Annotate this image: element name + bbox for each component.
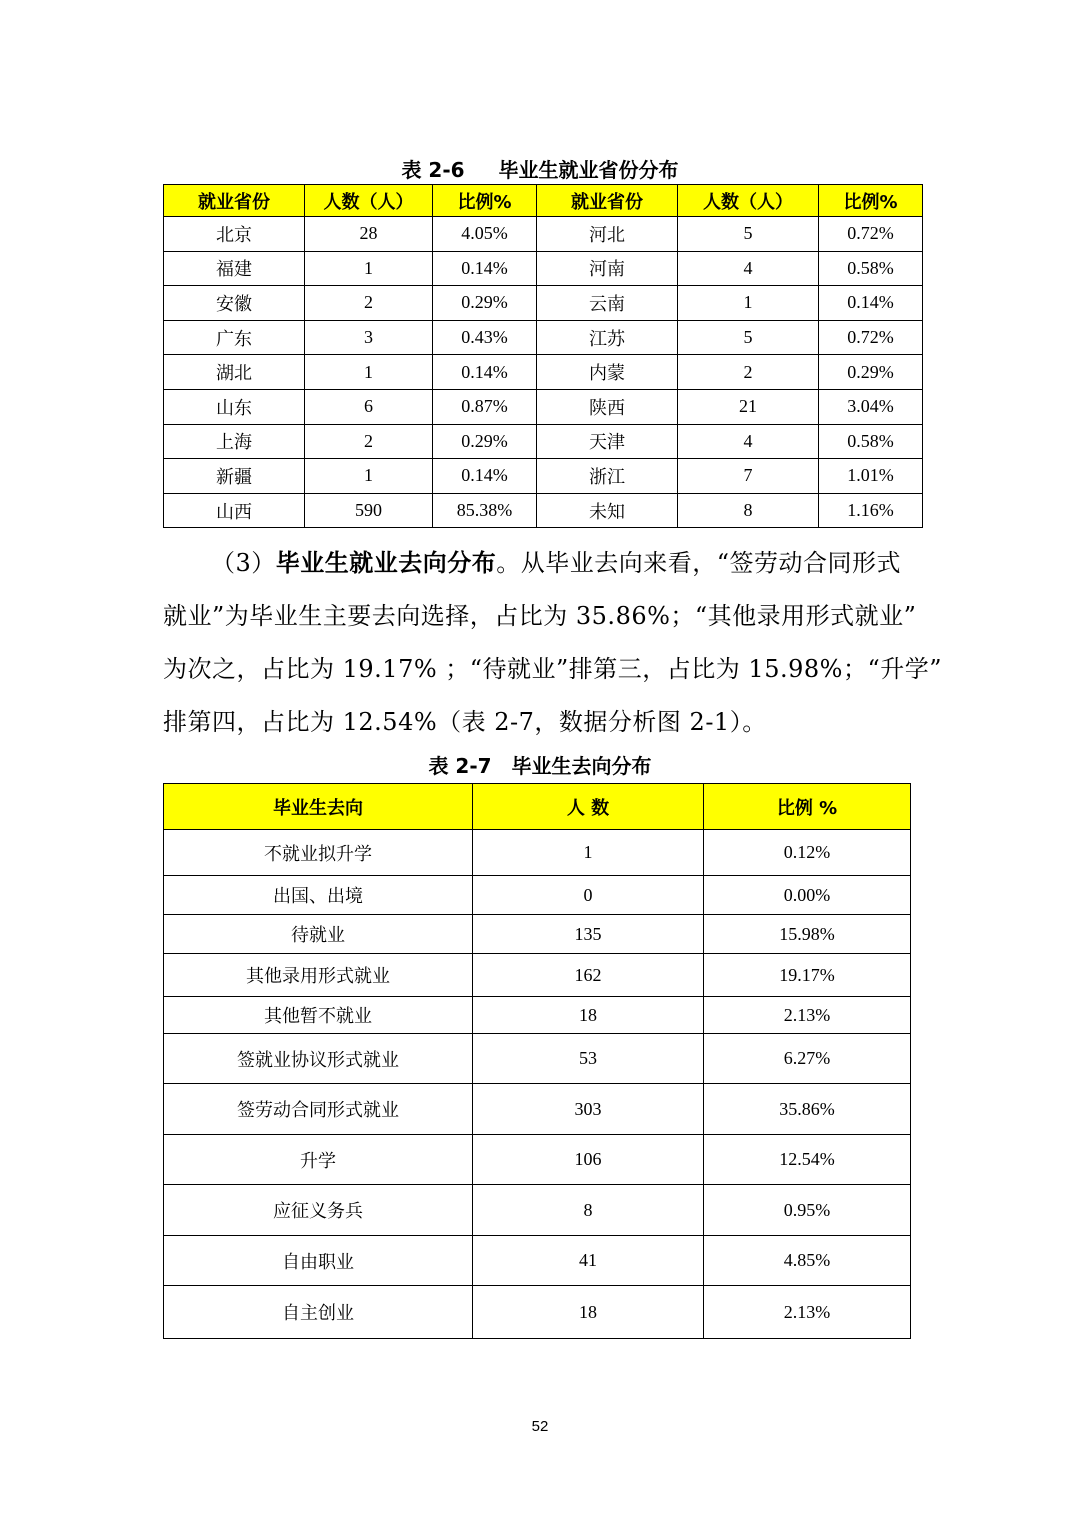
- ratio-cell: 0.72%: [819, 217, 923, 252]
- count-cell: 8: [473, 1185, 704, 1236]
- ratio-cell: 0.14%: [819, 286, 923, 321]
- destination-cell: 自主创业: [164, 1286, 473, 1339]
- count-cell: 1: [305, 355, 433, 390]
- count-cell: 1: [473, 830, 704, 876]
- section-number: （3）: [211, 549, 276, 577]
- province-cell: 浙江: [537, 459, 678, 494]
- ratio-cell: 3.04%: [819, 389, 923, 424]
- table-row: [164, 830, 911, 876]
- table-row: [164, 286, 923, 321]
- header-count: 人数（人）: [305, 185, 433, 217]
- province-cell: 北京: [164, 217, 305, 252]
- ratio-cell: 0.58%: [819, 251, 923, 286]
- section-heading: 毕业生就业去向分布: [275, 548, 497, 577]
- table-row: [164, 876, 911, 915]
- province-cell: 陕西: [537, 389, 678, 424]
- count-cell: 5: [678, 320, 819, 355]
- ratio-cell: 0.72%: [819, 320, 923, 355]
- ratio-cell: 0.00%: [704, 876, 911, 915]
- ratio-cell: 0.29%: [433, 424, 537, 459]
- count-cell: 8: [678, 493, 819, 528]
- table-caption-2-6: [0, 157, 1080, 183]
- count-cell: 590: [305, 493, 433, 528]
- table-row: [164, 424, 923, 459]
- table-row: [164, 251, 923, 286]
- table-row: [164, 1185, 911, 1236]
- body-paragraph: [163, 536, 942, 749]
- caption-title: 毕业生去向分布: [511, 754, 652, 778]
- province-cell: 河北: [537, 217, 678, 252]
- paragraph-line: 为次之，占比为 19.17% ；“待就业”排第三，占比为 15.98%；“升学”: [163, 655, 942, 683]
- province-cell: 湖北: [164, 355, 305, 390]
- ratio-cell: 0.87%: [433, 389, 537, 424]
- table-caption-2-7: [0, 753, 1080, 779]
- table-row: [164, 1034, 911, 1084]
- count-cell: 1: [678, 286, 819, 321]
- header-ratio: 比例 %: [704, 784, 911, 830]
- destination-cell: 不就业拟升学: [164, 830, 473, 876]
- table-row: [164, 1236, 911, 1286]
- ratio-cell: 15.98%: [704, 915, 911, 954]
- header-count: 人 数: [473, 784, 704, 830]
- ratio-cell: 6.27%: [704, 1034, 911, 1084]
- destination-cell: 升学: [164, 1135, 473, 1185]
- header-province: 就业省份: [164, 185, 305, 217]
- destination-cell: 签就业协议形式就业: [164, 1034, 473, 1084]
- ratio-cell: 4.05%: [433, 217, 537, 252]
- table-row: [164, 997, 911, 1034]
- header-ratio: 比例%: [819, 185, 923, 217]
- paragraph-line: [163, 536, 923, 590]
- count-cell: 106: [473, 1135, 704, 1185]
- header-destination: 毕业生去向: [164, 784, 473, 830]
- destination-cell: 应征义务兵: [164, 1185, 473, 1236]
- count-cell: 21: [678, 389, 819, 424]
- count-cell: 6: [305, 389, 433, 424]
- table-row: [164, 355, 923, 390]
- province-cell: 广东: [164, 320, 305, 355]
- province-cell: 云南: [537, 286, 678, 321]
- count-cell: 162: [473, 954, 704, 997]
- province-cell: 山西: [164, 493, 305, 528]
- paragraph-text: 。从毕业去向来看，“签劳动合同形式: [496, 549, 902, 577]
- count-cell: 1: [305, 459, 433, 494]
- count-cell: 41: [473, 1236, 704, 1286]
- count-cell: 0: [473, 876, 704, 915]
- caption-title: 毕业生就业省份分布: [498, 158, 679, 182]
- header-count: 人数（人）: [678, 185, 819, 217]
- ratio-cell: 1.01%: [819, 459, 923, 494]
- ratio-cell: 35.86%: [704, 1084, 911, 1135]
- table-row: [164, 915, 911, 954]
- table-row: [164, 459, 923, 494]
- count-cell: 1: [305, 251, 433, 286]
- province-cell: 福建: [164, 251, 305, 286]
- count-cell: 18: [473, 1286, 704, 1339]
- destination-distribution-table: [163, 783, 911, 1339]
- destination-cell: 签劳动合同形式就业: [164, 1084, 473, 1135]
- table-header-row: [164, 185, 923, 217]
- table-row: [164, 1084, 911, 1135]
- ratio-cell: 12.54%: [704, 1135, 911, 1185]
- count-cell: 4: [678, 251, 819, 286]
- count-cell: 18: [473, 997, 704, 1034]
- province-cell: 新疆: [164, 459, 305, 494]
- table-row: [164, 1135, 911, 1185]
- province-cell: 未知: [537, 493, 678, 528]
- ratio-cell: 0.95%: [704, 1185, 911, 1236]
- count-cell: 2: [678, 355, 819, 390]
- ratio-cell: 4.85%: [704, 1236, 911, 1286]
- ratio-cell: 0.29%: [819, 355, 923, 390]
- ratio-cell: 2.13%: [704, 1286, 911, 1339]
- ratio-cell: 0.14%: [433, 459, 537, 494]
- count-cell: 4: [678, 424, 819, 459]
- ratio-cell: 0.43%: [433, 320, 537, 355]
- paragraph-line: 排第四，占比为 12.54%（表 2-7，数据分析图 2-1）。: [163, 708, 767, 736]
- province-cell: 内蒙: [537, 355, 678, 390]
- destination-cell: 自由职业: [164, 1236, 473, 1286]
- count-cell: 3: [305, 320, 433, 355]
- table-row: [164, 320, 923, 355]
- count-cell: 2: [305, 424, 433, 459]
- table-row: [164, 493, 923, 528]
- ratio-cell: 2.13%: [704, 997, 911, 1034]
- province-cell: 天津: [537, 424, 678, 459]
- destination-cell: 其他暂不就业: [164, 997, 473, 1034]
- ratio-cell: 1.16%: [819, 493, 923, 528]
- table-row: [164, 389, 923, 424]
- province-cell: 江苏: [537, 320, 678, 355]
- count-cell: 53: [473, 1034, 704, 1084]
- page-number: 52: [531, 1418, 549, 1435]
- caption-number: 表 2-7: [428, 754, 492, 778]
- province-cell: 上海: [164, 424, 305, 459]
- header-province: 就业省份: [537, 185, 678, 217]
- caption-number: 表 2-6: [401, 158, 465, 182]
- count-cell: 135: [473, 915, 704, 954]
- ratio-cell: 0.29%: [433, 286, 537, 321]
- destination-cell: 待就业: [164, 915, 473, 954]
- table-row: [164, 1286, 911, 1339]
- ratio-cell: 19.17%: [704, 954, 911, 997]
- table-row: [164, 217, 923, 252]
- destination-cell: 其他录用形式就业: [164, 954, 473, 997]
- ratio-cell: 0.12%: [704, 830, 911, 876]
- province-cell: 山东: [164, 389, 305, 424]
- ratio-cell: 0.14%: [433, 251, 537, 286]
- count-cell: 5: [678, 217, 819, 252]
- province-distribution-table: [163, 184, 923, 528]
- destination-cell: 出国、出境: [164, 876, 473, 915]
- count-cell: 303: [473, 1084, 704, 1135]
- ratio-cell: 85.38%: [433, 493, 537, 528]
- header-ratio: 比例%: [433, 185, 537, 217]
- count-cell: 7: [678, 459, 819, 494]
- ratio-cell: 0.58%: [819, 424, 923, 459]
- paragraph-line: 就业”为毕业生主要去向选择，占比为 35.86%；“其他录用形式就业”: [163, 602, 917, 630]
- province-cell: 安徽: [164, 286, 305, 321]
- province-cell: 河南: [537, 251, 678, 286]
- table-header-row: [164, 784, 911, 830]
- count-cell: 28: [305, 217, 433, 252]
- count-cell: 2: [305, 286, 433, 321]
- table-row: [164, 954, 911, 997]
- ratio-cell: 0.14%: [433, 355, 537, 390]
